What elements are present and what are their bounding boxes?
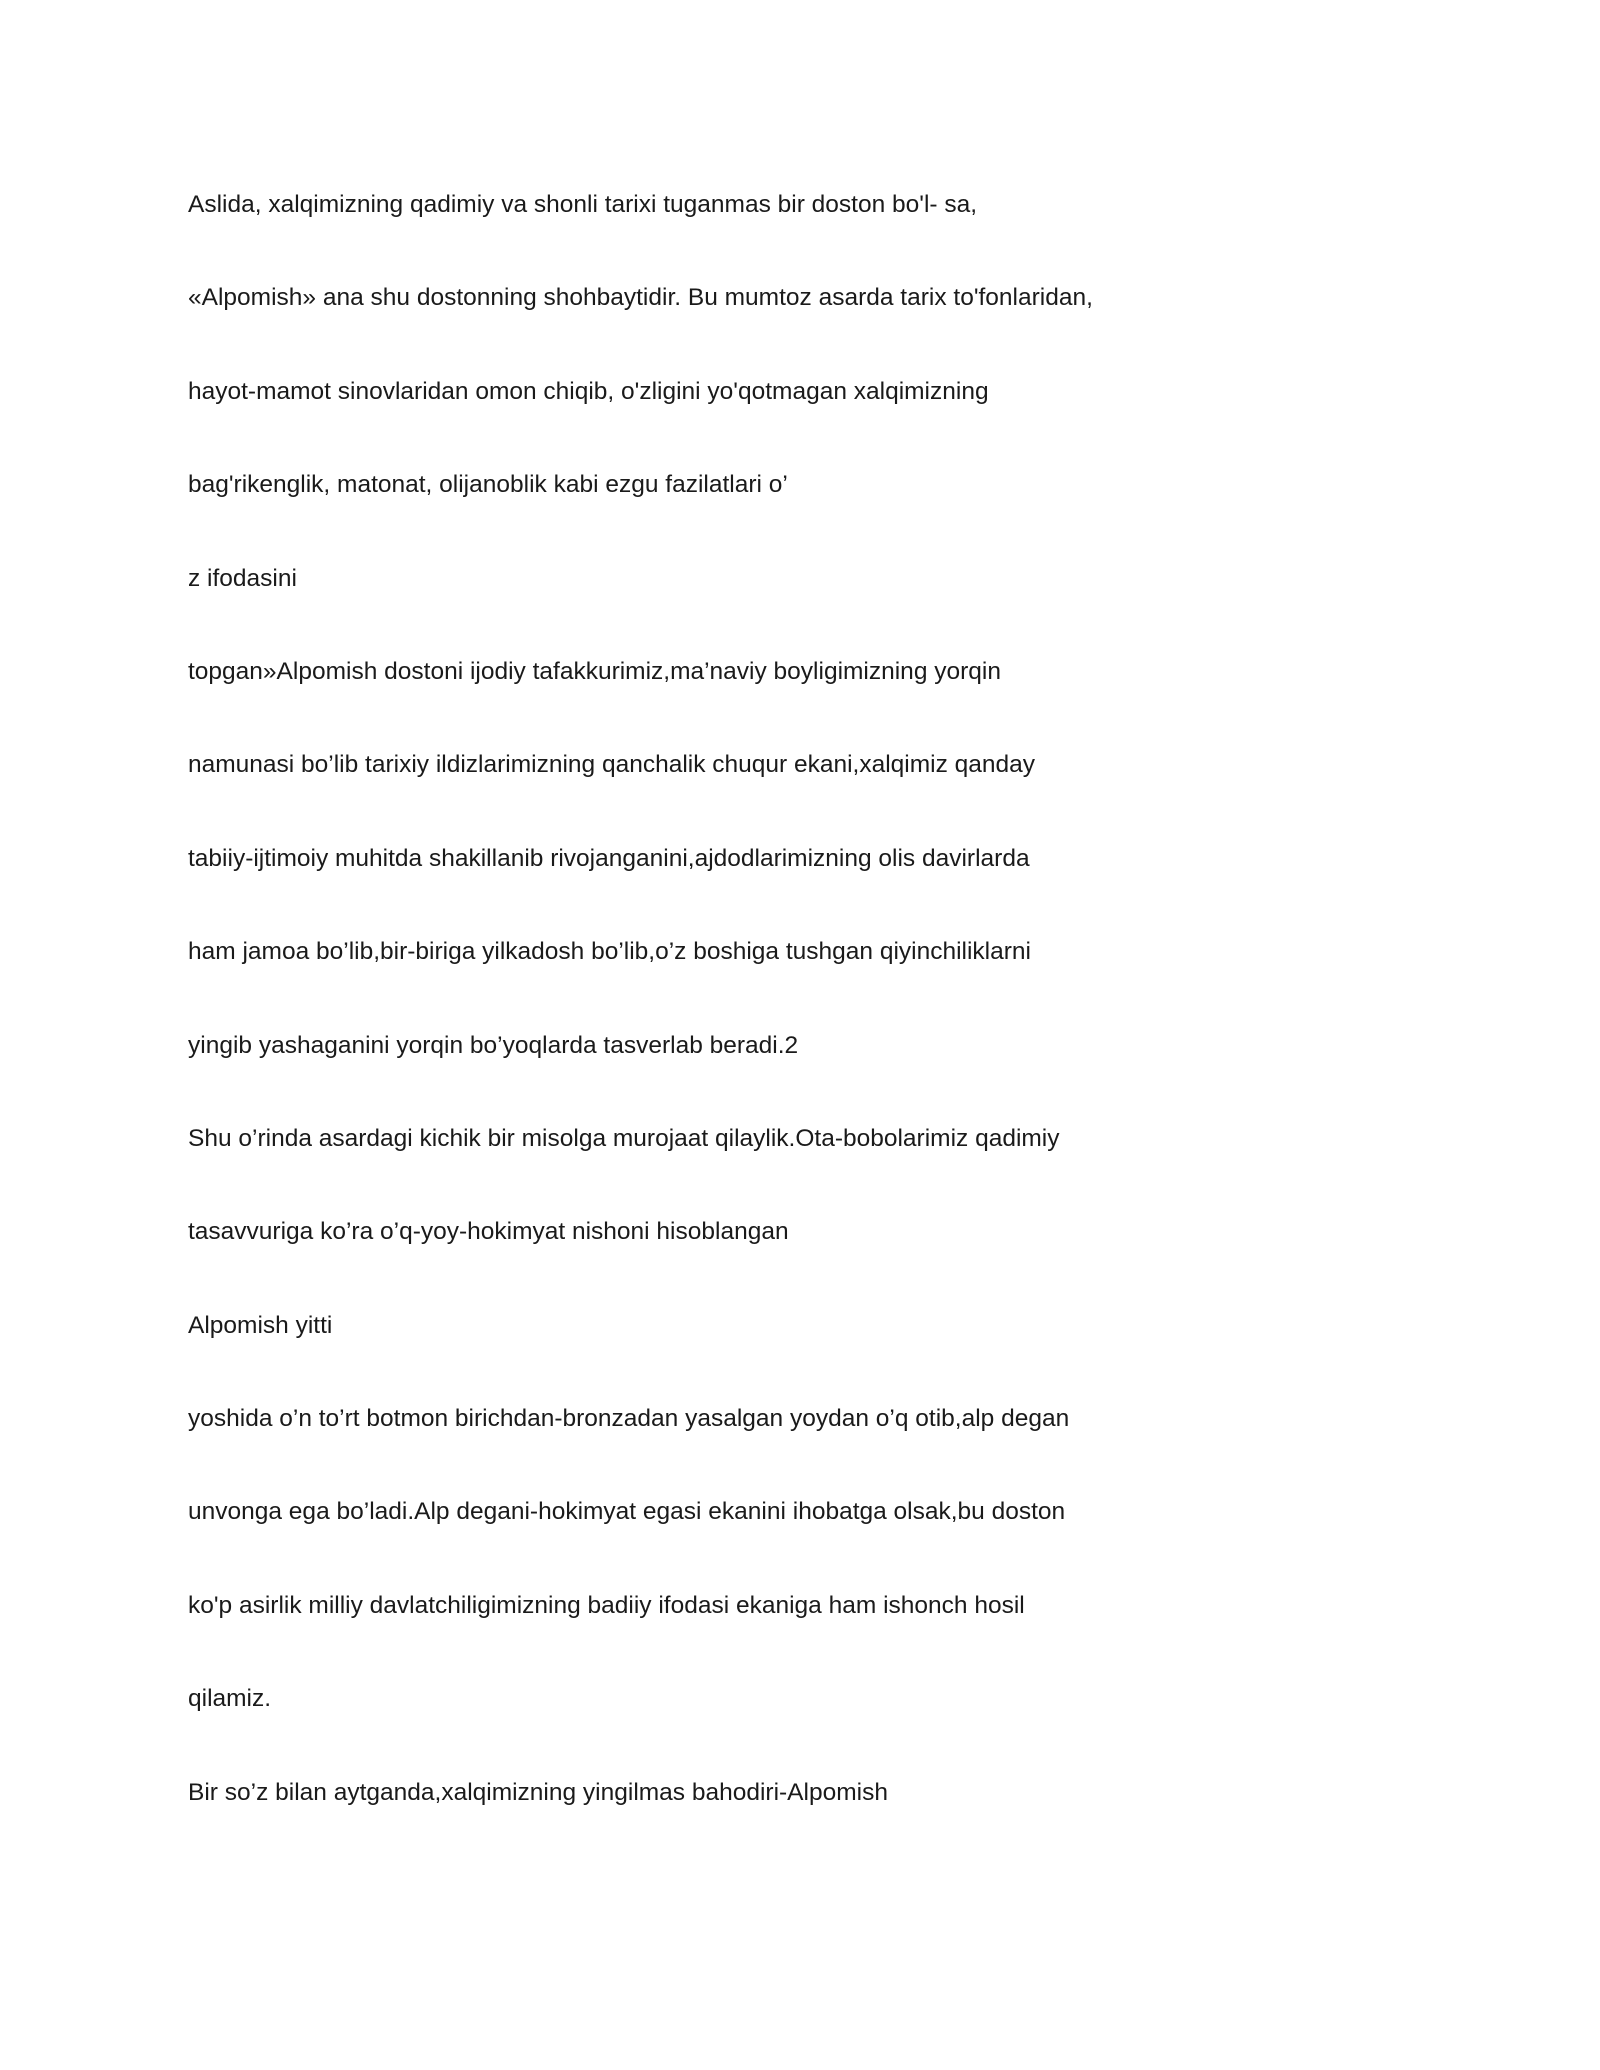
text-line: ham jamoa bo’lib,bir-biriga yilkadosh bo’lib,o’z boshiga tushgan qiyinchiliklarni bbox=[188, 938, 1031, 966]
text-line: «Alpomish» ana shu dostonning shohbaytidir. Bu mumtoz asarda tarix to'fonlaridan, bbox=[188, 284, 1093, 312]
text-line: tasavvuriga ko’ra o’q-yoy-hokimyat nishoni hisoblangan bbox=[188, 1218, 789, 1246]
text-line: hayot-mamot sinovlaridan omon chiqib, o'zligini yo'qotmagan xalqimizning bbox=[188, 377, 989, 405]
text-line: ko'p asirlik milliy davlatchiligimizning badiiy ifodasi ekaniga ham ishonch hosil bbox=[188, 1591, 1025, 1619]
text-line: namunasi bo’lib tarixiy ildizlarimizning qanchalik chuqur ekani,xalqimiz qanday bbox=[188, 751, 1036, 779]
text-line: qilamiz. bbox=[188, 1685, 272, 1713]
text-line: yingib yashaganini yorqin bo’yoqlarda tasverlab beradi.2 bbox=[188, 1031, 799, 1059]
text-line: Bir so’z bilan aytganda,xalqimizning yingilmas bahodiri-Alpomish bbox=[188, 1778, 888, 1806]
text-line: bag'rikenglik, matonat, olijanoblik kabi ezgu fazilatlari o’ bbox=[188, 471, 788, 499]
text-line: topgan»Alpomish dostoni ijodiy tafakkurimiz,ma’naviy boyligimizning yorqin bbox=[188, 657, 1001, 685]
text-line: Shu o’rinda asardagi kichik bir misolga murojaat qilaylik.Ota-bobolarimiz qadimiy bbox=[188, 1124, 1060, 1152]
text-line: Alpomish yitti bbox=[188, 1311, 333, 1339]
text-line: z ifodasini bbox=[188, 564, 297, 592]
text-line: yoshida o’n to’rt botmon birichdan-bronzadan yasalgan yoydan o’q otib,alp degan bbox=[188, 1405, 1070, 1433]
text-line: unvonga ega bo’ladi.Alp degani-hokimyat egasi ekanini ihobatga olsak,bu doston bbox=[188, 1498, 1066, 1526]
text-line: tabiiy-ijtimoiy muhitda shakillanib rivojanganini,ajdodlarimizning olis davirlarda bbox=[188, 844, 1030, 872]
body-text bbox=[188, 185, 1448, 1866]
text-line: Aslida, xalqimizning qadimiy va shonli tarixi tuganmas bir doston bo'l- sa, bbox=[188, 191, 978, 218]
